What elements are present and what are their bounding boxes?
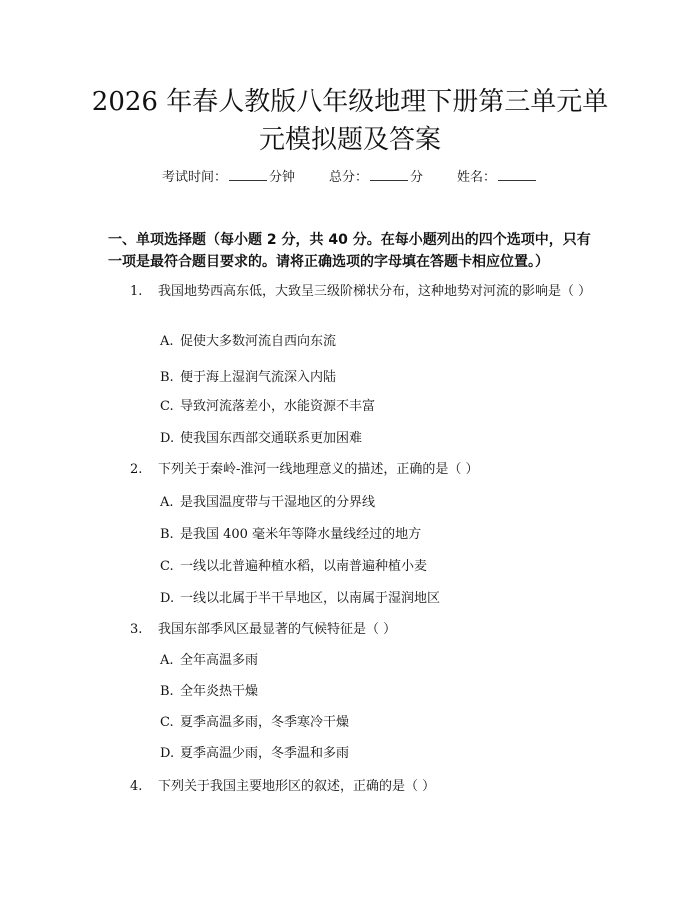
option-text: 一线以北属于半干旱地区，以南属于湿润地区	[180, 591, 441, 606]
question-number: 1.	[130, 284, 143, 299]
exam-time-label: 考试时间：	[161, 170, 227, 185]
section-header: 一、单项选择题（每小题 2 分，共 40 分。在每小题列出的四个选项中，只有一项是最符合题目要求的。请将正确选项的字母填在答题卡相应位置。）	[108, 232, 591, 270]
exam-score	[329, 167, 423, 188]
exam-time-unit: 分钟	[268, 170, 295, 185]
exam-info-bar	[0, 167, 700, 188]
option-letter: D.	[160, 591, 175, 606]
option-text: 促使大多数河流自西向东流	[180, 334, 337, 349]
question-text: 下列关于秦岭-淮河一线地理意义的描述，正确的是（ ）	[158, 462, 479, 477]
option-text: 是我国 400 毫米年等降水量线经过的地方	[180, 527, 422, 542]
option-text: 使我国东西部交通联系更加困难	[180, 431, 363, 446]
question-3-option-a	[160, 651, 258, 671]
option-letter: B.	[160, 370, 174, 385]
option-letter: A.	[160, 653, 174, 668]
exam-score-unit: 分	[410, 170, 424, 185]
question-text: 我国东部季风区最显著的气候特征是（ ）	[158, 622, 397, 637]
exam-name-blank	[498, 167, 536, 181]
question-2-option-c	[160, 557, 427, 577]
question-1-option-d	[160, 429, 362, 449]
option-text: 导致河流落差小，水能资源不丰富	[180, 399, 376, 414]
question-number: 2.	[130, 462, 143, 477]
question-2-option-b	[160, 525, 421, 545]
exam-time	[162, 167, 295, 188]
question-3	[130, 620, 600, 640]
option-letter: C.	[160, 559, 174, 574]
option-letter: A.	[160, 495, 174, 510]
option-text: 全年高温多雨	[180, 653, 259, 668]
option-letter: C.	[160, 399, 174, 414]
option-letter: B.	[160, 527, 174, 542]
option-letter: A.	[160, 334, 174, 349]
exam-score-label: 总分：	[328, 170, 368, 185]
question-1	[108, 282, 596, 302]
question-3-option-d	[160, 744, 349, 764]
question-1-option-c	[160, 397, 375, 417]
question-text: 我国地势西高东低，大致呈三级阶梯状分布，这种地势对河流的影响是（ ）	[158, 284, 592, 299]
question-2	[130, 460, 600, 480]
exam-score-blank	[370, 167, 408, 181]
option-letter: D.	[160, 746, 175, 761]
question-2-option-a	[160, 493, 375, 513]
exam-name	[457, 167, 538, 188]
document-title-line-1: 2026 年春人教版八年级地理下册第三单元单	[91, 87, 609, 117]
question-number: 3.	[130, 622, 143, 637]
option-text: 夏季高温少雨，冬季温和多雨	[180, 746, 350, 761]
question-3-option-c	[160, 713, 349, 733]
question-1-option-a	[160, 332, 336, 352]
option-text: 夏季高温多雨，冬季寒冷干燥	[180, 715, 350, 730]
question-2-option-d	[160, 589, 440, 609]
option-letter: D.	[160, 431, 175, 446]
option-text: 全年炎热干燥	[180, 684, 259, 699]
option-letter: B.	[160, 684, 174, 699]
question-4	[130, 777, 600, 797]
option-text: 便于海上湿润气流深入内陆	[180, 370, 337, 385]
question-number: 4.	[130, 779, 143, 794]
question-text: 下列关于我国主要地形区的叙述，正确的是（ ）	[158, 779, 436, 794]
document-title-line-2: 元模拟题及答案	[258, 125, 441, 155]
exam-name-label: 姓名：	[457, 170, 497, 185]
question-3-option-b	[160, 682, 258, 702]
option-text: 是我国温度带与干湿地区的分界线	[180, 495, 376, 510]
exam-time-blank	[229, 167, 267, 181]
option-text: 一线以北普遍种植水稻，以南普遍种植小麦	[180, 559, 428, 574]
option-letter: C.	[160, 715, 174, 730]
question-1-option-b	[160, 368, 336, 388]
